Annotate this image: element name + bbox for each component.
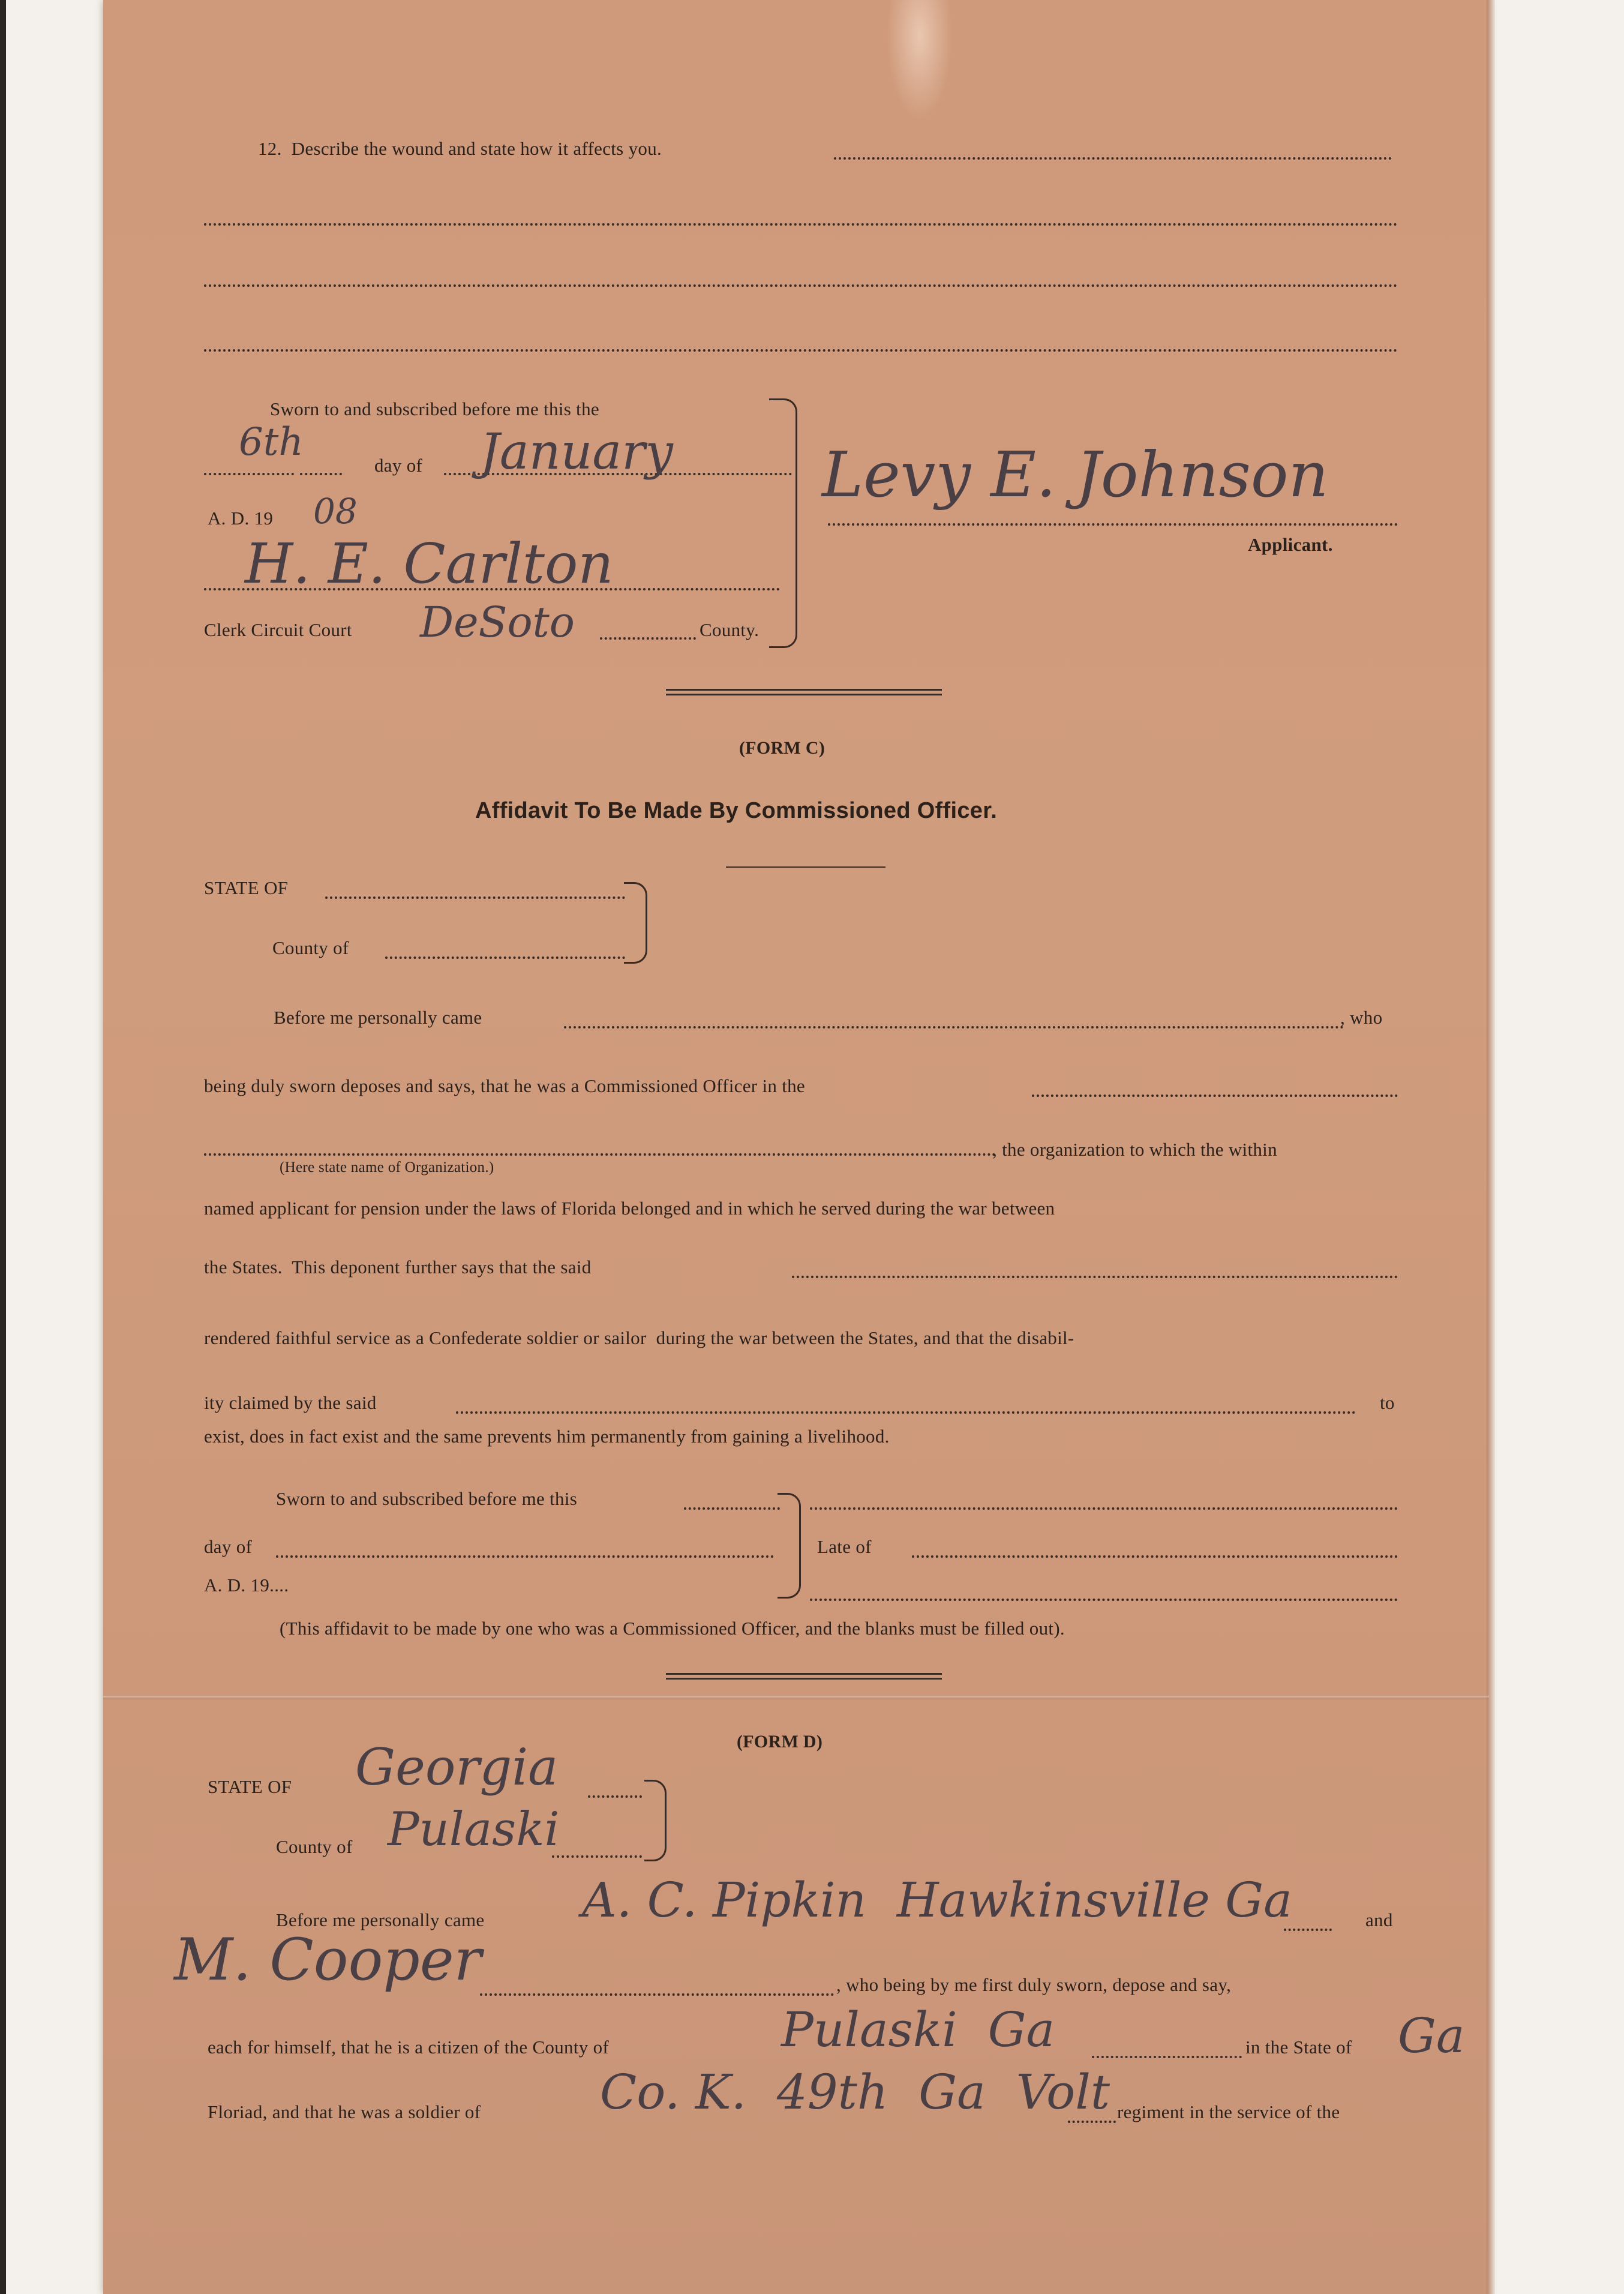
formd-state-hw: Georgia [355,1738,559,1797]
formd-county-hw: Pulaski [388,1803,560,1857]
formd-state-of: STATE OF [208,1776,292,1797]
formc-who: , who [1340,1007,1383,1028]
formd-state2-hw: Ga [1398,2008,1465,2064]
formd-came-leader [1284,1929,1332,1931]
formc-line-named: named applicant for pension under the laws of Florida belonged and in which he served during the war between [204,1198,1055,1219]
formc-came: Before me personally came [274,1007,482,1028]
sworn1-day-of: day of [374,455,423,476]
formc-came-leader [564,1026,1344,1028]
sworn1-clerk: Clerk Circuit Court [204,619,352,640]
formc-claimed-leader [456,1411,1356,1414]
sworn1-clerk-hw: H. E. Carlton [245,532,614,596]
formd-state-leader [588,1795,642,1798]
applicant-label: Applicant. [1248,534,1333,555]
sworn1-day-leader [204,473,294,475]
sworn1-year-hw: 08 [313,491,358,532]
formc-ad: A. D. 19.... [204,1575,289,1596]
formc-dayof-leader [276,1555,774,1558]
formd-county2-leader [1092,2056,1242,2058]
formd-name2-leader [480,1993,834,1996]
formd-came: Before me personally came [276,1909,485,1930]
q12-label: 12. Describe the wound and state how it affects you. [258,138,662,159]
formc-officer-leader [1032,1094,1398,1097]
paper-fold [103,1696,1489,1699]
sworn1-county-leader [600,637,696,640]
formc-sworn-brace [778,1493,801,1599]
formc-state-of: STATE OF [204,877,289,898]
sworn1-day-leader-b [300,473,342,475]
q12-leader-2 [204,223,1398,226]
formc-state-leader [325,896,625,899]
formc-org-leader [204,1153,996,1156]
divider2-bottom [666,1678,942,1680]
scan-right-edge [1487,0,1495,2294]
formc-sworn-leader [684,1507,780,1510]
formc-county-of: County of [272,937,349,958]
formc-title: Affidavit To Be Made By Commissioned Officer. [475,798,998,823]
formc-states-leader [792,1276,1398,1278]
formc-note: (This affidavit to be made by one who was a Commissioned Officer, and the blanks must be filled out). [280,1618,1065,1639]
formd-regiment: regiment in the service of the [1117,2101,1340,2122]
sworn1-ad: A. D. 19 [208,508,274,529]
sworn1-line1: Sworn to and subscribed before me this the [270,398,599,419]
formd-soldier-leader [1068,2121,1116,2123]
formd-state-brace [644,1780,667,1861]
sworn1-month-hw: January [480,424,673,481]
formd-and: and [1365,1909,1393,1930]
formc-line-service: rendered faithful service as a Confederate soldier or sailor during the war between the States, and that the disabil- [204,1327,1074,1348]
formc-late-of: Late of [817,1536,872,1557]
formc-sig-leader-3 [810,1599,1398,1601]
divider2-top [666,1673,942,1675]
formc-day-of: day of [204,1536,253,1557]
divider-top [666,689,942,691]
scan-left-edge [0,0,6,2294]
q12-leader-3 [204,284,1398,287]
formc-line-officer: being duly sworn deposes and says, that he was a Commissioned Officer in the [204,1075,805,1096]
formd-depose: , who being by me first duly sworn, depose and say, [836,1974,1232,1995]
formc-sig-leader-1 [810,1507,1398,1510]
formc-line-exist: exist, does in fact exist and the same prevents him permanently from gaining a livelihood. [204,1426,890,1447]
formc-state-brace [624,882,647,964]
formc-line-states: the States. This deponent further says that the said [204,1257,592,1278]
formc-to: to [1380,1392,1395,1413]
formc-title-rule [726,866,885,868]
formd-name2-hw: M. Cooper [174,1926,482,1993]
sworn1-brace [769,398,797,648]
formc-org-hint: (Here state name of Organization.) [280,1159,494,1176]
formd-label: (FORM D) [737,1732,823,1752]
formd-in-state: in the State of [1245,2037,1352,2058]
paper-stain [887,0,953,120]
sworn1-county-hw: DeSoto [420,598,575,647]
divider-bottom [666,694,942,695]
applicant-leader [828,523,1398,526]
formd-county-leader [552,1855,642,1858]
q12-leader-1 [834,157,1392,160]
formc-sworn: Sworn to and subscribed before me this [276,1488,578,1509]
q12-leader-4 [204,349,1398,352]
applicant-signature-hw: Levy E. Johnson [822,438,1329,511]
formd-county2-hw: Pulaski Ga [781,2002,1055,2058]
formd-county-of: County of [276,1836,353,1857]
formd-soldier-hw: Co. K. 49th Ga Volt [600,2064,1110,2120]
sworn1-county: County. [700,619,760,640]
formc-label: (FORM C) [739,738,825,758]
formd-came-hw: A. C. Pipkin Hawkinsville Ga [582,1872,1292,1928]
formc-county-leader [385,956,625,959]
formc-lateof-leader [912,1555,1398,1558]
formc-org-end: , the organization to which the within [992,1139,1277,1160]
formc-line-claimed: ity claimed by the said [204,1392,377,1413]
sworn1-day-hw: 6th [239,420,304,464]
formd-floriad: Floriad, and that he was a soldier of [208,2101,481,2122]
formd-citizen: each for himself, that he is a citizen of the County of [208,2037,610,2058]
